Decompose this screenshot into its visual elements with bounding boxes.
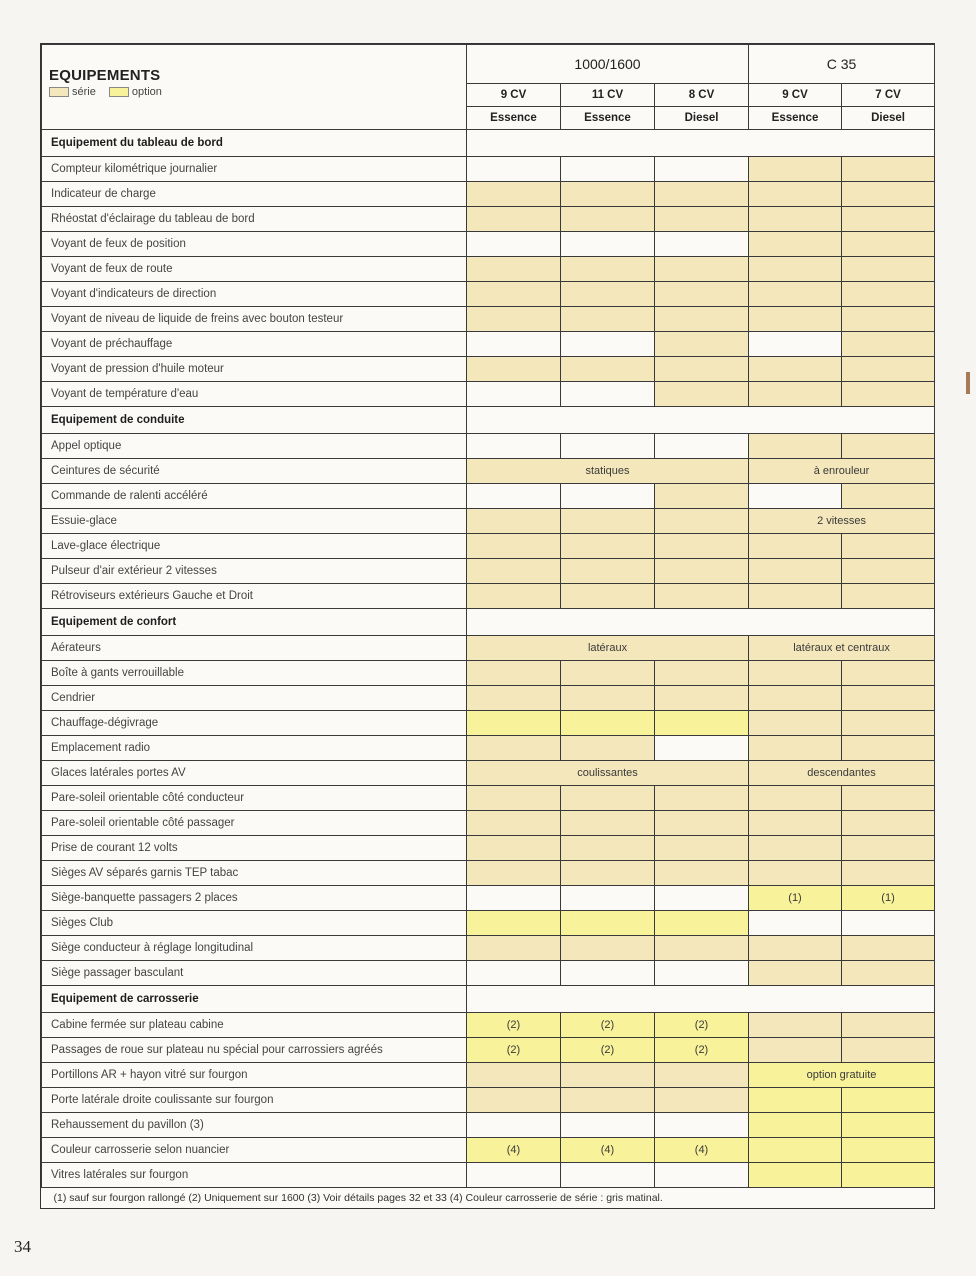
availability-cell (467, 886, 561, 911)
availability-cell (467, 1163, 561, 1188)
availability-cell (561, 686, 655, 711)
availability-cell (561, 711, 655, 736)
availability-cell (561, 332, 655, 357)
section-row (42, 130, 935, 157)
availability-cell (561, 736, 655, 761)
availability-cell (655, 584, 749, 609)
availability-cell (655, 257, 749, 282)
availability-cell (561, 584, 655, 609)
availability-cell (842, 182, 935, 207)
availability-cell (842, 836, 935, 861)
availability-cell (749, 332, 842, 357)
availability-cell (749, 686, 842, 711)
availability-cell (561, 157, 655, 182)
table-row (42, 559, 935, 584)
availability-cell (749, 936, 842, 961)
group-header-1000-1600: 1000/1600 (467, 45, 749, 84)
availability-cell (467, 711, 561, 736)
availability-cell (655, 157, 749, 182)
availability-cell (561, 509, 655, 534)
table-body (42, 130, 935, 1188)
page-edge-mark (966, 372, 970, 394)
availability-cell (467, 911, 561, 936)
availability-cell: (4) (561, 1138, 655, 1163)
section-title: Equipement de conduite (42, 407, 467, 434)
availability-cell: à enrouleur (749, 459, 935, 484)
row-label: Voyant de feux de route (42, 257, 467, 282)
availability-cell (467, 1113, 561, 1138)
availability-cell (561, 1163, 655, 1188)
availability-cell: coulissantes (467, 761, 749, 786)
availability-cell (655, 961, 749, 986)
serie-swatch-icon (49, 87, 69, 97)
availability-cell (561, 382, 655, 407)
option-swatch-icon (109, 87, 129, 97)
availability-cell (655, 282, 749, 307)
availability-cell (561, 661, 655, 686)
legend-serie: série (72, 86, 96, 98)
availability-cell (561, 257, 655, 282)
availability-cell (467, 786, 561, 811)
availability-cell (467, 509, 561, 534)
availability-cell: (2) (467, 1013, 561, 1038)
table-row (42, 1163, 935, 1188)
availability-cell: (4) (655, 1138, 749, 1163)
col-fuel: Diesel (842, 107, 935, 130)
section-row (42, 407, 935, 434)
availability-cell (842, 382, 935, 407)
row-label: Aérateurs (42, 636, 467, 661)
group-header-c35: C 35 (749, 45, 935, 84)
availability-cell (842, 936, 935, 961)
col-power: 11 CV (561, 84, 655, 107)
availability-cell (655, 836, 749, 861)
availability-cell (467, 961, 561, 986)
availability-cell (467, 811, 561, 836)
footnote: (1) sauf sur fourgon rallongé (2) Uniquement sur 1600 (3) Voir détails pages 32 et 33 (4) Couleur carrosserie de série : gris matinal. (53, 1192, 663, 1204)
table-row (42, 307, 935, 332)
row-label: Pare-soleil orientable côté passager (42, 811, 467, 836)
table-row (42, 836, 935, 861)
table-row (42, 1088, 935, 1113)
table-title-cell (42, 45, 467, 130)
availability-cell (749, 711, 842, 736)
availability-cell (842, 534, 935, 559)
table-row (42, 886, 935, 911)
availability-cell (467, 559, 561, 584)
row-label: Voyant d'indicateurs de direction (42, 282, 467, 307)
availability-cell (842, 484, 935, 509)
availability-cell (467, 332, 561, 357)
availability-cell (561, 911, 655, 936)
table-row (42, 811, 935, 836)
availability-cell (655, 1163, 749, 1188)
availability-cell (467, 1088, 561, 1113)
availability-cell (749, 559, 842, 584)
availability-cell (655, 1113, 749, 1138)
availability-cell (842, 559, 935, 584)
table-row (42, 282, 935, 307)
availability-cell: 2 vitesses (749, 509, 935, 534)
availability-cell (749, 357, 842, 382)
availability-cell (749, 736, 842, 761)
row-label: Siège conducteur à réglage longitudinal (42, 936, 467, 961)
availability-cell (467, 484, 561, 509)
availability-cell (842, 207, 935, 232)
section-title: Equipement du tableau de bord (42, 130, 467, 157)
table-row (42, 207, 935, 232)
availability-cell (655, 911, 749, 936)
availability-cell (467, 282, 561, 307)
availability-cell (749, 911, 842, 936)
section-title: Equipement de carrosserie (42, 986, 467, 1013)
availability-cell (655, 332, 749, 357)
availability-cell (842, 1163, 935, 1188)
table-row (42, 484, 935, 509)
row-label: Boîte à gants verrouillable (42, 661, 467, 686)
table-row (42, 332, 935, 357)
table-row (42, 157, 935, 182)
availability-cell: latéraux et centraux (749, 636, 935, 661)
availability-cell (749, 307, 842, 332)
availability-cell: statiques (467, 459, 749, 484)
availability-cell (842, 1038, 935, 1063)
availability-cell (467, 257, 561, 282)
availability-cell (749, 182, 842, 207)
row-label: Glaces latérales portes AV (42, 761, 467, 786)
availability-cell (467, 661, 561, 686)
availability-cell (467, 434, 561, 459)
availability-cell (655, 307, 749, 332)
row-label: Emplacement radio (42, 736, 467, 761)
row-label: Passages de roue sur plateau nu spécial pour carrossiers agréés (42, 1038, 467, 1063)
availability-cell (842, 307, 935, 332)
row-label: Vitres latérales sur fourgon (42, 1163, 467, 1188)
availability-cell (842, 1113, 935, 1138)
availability-cell (561, 307, 655, 332)
availability-cell (842, 1088, 935, 1113)
section-blank-cell (467, 407, 935, 434)
availability-cell (842, 661, 935, 686)
table-row (42, 382, 935, 407)
table-row (42, 1013, 935, 1038)
availability-cell (842, 232, 935, 257)
availability-cell: option gratuite (749, 1063, 935, 1088)
availability-cell: latéraux (467, 636, 749, 661)
row-label: Voyant de niveau de liquide de freins avec bouton testeur (42, 307, 467, 332)
table-row (42, 534, 935, 559)
availability-cell (842, 282, 935, 307)
table-row (42, 686, 935, 711)
availability-cell (842, 1138, 935, 1163)
col-power: 9 CV (467, 84, 561, 107)
row-label: Voyant de température d'eau (42, 382, 467, 407)
availability-cell (655, 232, 749, 257)
section-blank-cell (467, 130, 935, 157)
legend-option: option (131, 86, 162, 98)
availability-cell (467, 861, 561, 886)
table-row (42, 357, 935, 382)
availability-cell (842, 332, 935, 357)
availability-cell (655, 509, 749, 534)
row-label: Portillons AR + hayon vitré sur fourgon (42, 1063, 467, 1088)
availability-cell (655, 434, 749, 459)
availability-cell (467, 307, 561, 332)
table-row (42, 1063, 935, 1088)
col-power: 8 CV (655, 84, 749, 107)
table-row (42, 584, 935, 609)
availability-cell (561, 232, 655, 257)
availability-cell (655, 357, 749, 382)
availability-cell: (2) (561, 1013, 655, 1038)
availability-cell (467, 584, 561, 609)
row-label: Indicateur de charge (42, 182, 467, 207)
availability-cell (467, 207, 561, 232)
legend (49, 86, 466, 98)
col-power: 9 CV (749, 84, 842, 107)
availability-cell (561, 484, 655, 509)
availability-cell (749, 811, 842, 836)
availability-cell (467, 357, 561, 382)
table-row (42, 182, 935, 207)
col-fuel: Essence (467, 107, 561, 130)
availability-cell (749, 282, 842, 307)
availability-cell (749, 1088, 842, 1113)
availability-cell (467, 534, 561, 559)
availability-cell (561, 434, 655, 459)
table-row (42, 936, 935, 961)
row-label: Rhéostat d'éclairage du tableau de bord (42, 207, 467, 232)
availability-cell (749, 1013, 842, 1038)
availability-cell (561, 886, 655, 911)
availability-cell (561, 1063, 655, 1088)
availability-cell (467, 836, 561, 861)
availability-cell (842, 786, 935, 811)
availability-cell (749, 786, 842, 811)
availability-cell (655, 559, 749, 584)
availability-cell (749, 232, 842, 257)
availability-cell: (1) (749, 886, 842, 911)
row-label: Appel optique (42, 434, 467, 459)
availability-cell (655, 661, 749, 686)
availability-cell (749, 1138, 842, 1163)
availability-cell (561, 861, 655, 886)
availability-cell (561, 182, 655, 207)
availability-cell (749, 584, 842, 609)
table-row (42, 711, 935, 736)
table-row (42, 509, 935, 534)
col-fuel: Diesel (655, 107, 749, 130)
availability-cell (561, 836, 655, 861)
availability-cell (749, 1113, 842, 1138)
availability-cell (842, 736, 935, 761)
availability-cell (842, 1013, 935, 1038)
availability-cell (467, 736, 561, 761)
row-label: Sièges AV séparés garnis TEP tabac (42, 861, 467, 886)
availability-cell (561, 936, 655, 961)
table-row (42, 961, 935, 986)
availability-cell (655, 936, 749, 961)
row-label: Prise de courant 12 volts (42, 836, 467, 861)
availability-cell (655, 686, 749, 711)
availability-cell (749, 382, 842, 407)
availability-cell (467, 382, 561, 407)
table-row (42, 661, 935, 686)
availability-cell (749, 434, 842, 459)
availability-cell (655, 861, 749, 886)
availability-cell (561, 786, 655, 811)
row-label: Voyant de feux de position (42, 232, 467, 257)
availability-cell (842, 911, 935, 936)
availability-cell (749, 861, 842, 886)
availability-cell (842, 961, 935, 986)
page-number: 34 (14, 1237, 31, 1256)
row-label: Porte latérale droite coulissante sur fourgon (42, 1088, 467, 1113)
availability-cell (842, 434, 935, 459)
section-row (42, 986, 935, 1013)
availability-cell (655, 786, 749, 811)
row-label: Cabine fermée sur plateau cabine (42, 1013, 467, 1038)
section-title: Equipement de confort (42, 609, 467, 636)
section-row (42, 609, 935, 636)
availability-cell (749, 207, 842, 232)
availability-cell (467, 686, 561, 711)
availability-cell (749, 484, 842, 509)
row-label: Siège passager basculant (42, 961, 467, 986)
table-row (42, 636, 935, 661)
table-row (42, 761, 935, 786)
availability-cell (749, 534, 842, 559)
availability-cell (749, 257, 842, 282)
availability-cell (655, 886, 749, 911)
availability-cell (842, 257, 935, 282)
availability-cell (655, 484, 749, 509)
col-power: 7 CV (842, 84, 935, 107)
availability-cell (749, 157, 842, 182)
row-label: Rehaussement du pavillon (3) (42, 1113, 467, 1138)
availability-cell (561, 357, 655, 382)
table-row (42, 736, 935, 761)
availability-cell (749, 836, 842, 861)
row-label: Ceintures de sécurité (42, 459, 467, 484)
availability-cell (561, 811, 655, 836)
section-blank-cell (467, 609, 935, 636)
availability-cell: descendantes (749, 761, 935, 786)
availability-cell (655, 207, 749, 232)
table-row (42, 459, 935, 484)
equipment-grid (41, 44, 935, 1208)
table-row (42, 1038, 935, 1063)
availability-cell (842, 157, 935, 182)
availability-cell (842, 357, 935, 382)
availability-cell (842, 811, 935, 836)
row-label: Voyant de préchauffage (42, 332, 467, 357)
availability-cell (655, 711, 749, 736)
availability-cell (749, 661, 842, 686)
availability-cell (561, 207, 655, 232)
table-row (42, 257, 935, 282)
row-label: Cendrier (42, 686, 467, 711)
table-row (42, 1113, 935, 1138)
availability-cell (467, 1063, 561, 1088)
table-row (42, 861, 935, 886)
table-title: EQUIPEMENTS (49, 67, 161, 84)
table-row (42, 911, 935, 936)
availability-cell (561, 534, 655, 559)
row-label: Voyant de pression d'huile moteur (42, 357, 467, 382)
row-label: Pare-soleil orientable côté conducteur (42, 786, 467, 811)
availability-cell (842, 686, 935, 711)
availability-cell (655, 182, 749, 207)
availability-cell (655, 534, 749, 559)
row-label: Lave-glace électrique (42, 534, 467, 559)
row-label: Commande de ralenti accéléré (42, 484, 467, 509)
availability-cell (749, 961, 842, 986)
availability-cell (842, 584, 935, 609)
availability-cell (561, 559, 655, 584)
availability-cell (467, 157, 561, 182)
availability-cell: (2) (561, 1038, 655, 1063)
table-row (42, 786, 935, 811)
availability-cell (842, 711, 935, 736)
availability-cell (749, 1038, 842, 1063)
row-label: Siège-banquette passagers 2 places (42, 886, 467, 911)
availability-cell (655, 736, 749, 761)
availability-cell (561, 1113, 655, 1138)
availability-cell (842, 861, 935, 886)
equipment-table (40, 43, 935, 1209)
section-blank-cell (467, 986, 935, 1013)
availability-cell (467, 232, 561, 257)
row-label: Essuie-glace (42, 509, 467, 534)
row-label: Pulseur d'air extérieur 2 vitesses (42, 559, 467, 584)
availability-cell (655, 811, 749, 836)
table-row (42, 1138, 935, 1163)
availability-cell (467, 182, 561, 207)
availability-cell (749, 1163, 842, 1188)
availability-cell: (1) (842, 886, 935, 911)
col-fuel: Essence (749, 107, 842, 130)
availability-cell (655, 1088, 749, 1113)
row-label: Sièges Club (42, 911, 467, 936)
availability-cell (561, 282, 655, 307)
availability-cell (655, 382, 749, 407)
availability-cell: (4) (467, 1138, 561, 1163)
table-row (42, 232, 935, 257)
table-row (42, 434, 935, 459)
availability-cell (467, 936, 561, 961)
availability-cell (561, 1088, 655, 1113)
row-label: Couleur carrosserie selon nuancier (42, 1138, 467, 1163)
row-label: Chauffage-dégivrage (42, 711, 467, 736)
availability-cell: (2) (655, 1013, 749, 1038)
availability-cell (655, 1063, 749, 1088)
availability-cell: (2) (655, 1038, 749, 1063)
row-label: Rétroviseurs extérieurs Gauche et Droit (42, 584, 467, 609)
availability-cell: (2) (467, 1038, 561, 1063)
availability-cell (561, 961, 655, 986)
col-fuel: Essence (561, 107, 655, 130)
row-label: Compteur kilométrique journalier (42, 157, 467, 182)
